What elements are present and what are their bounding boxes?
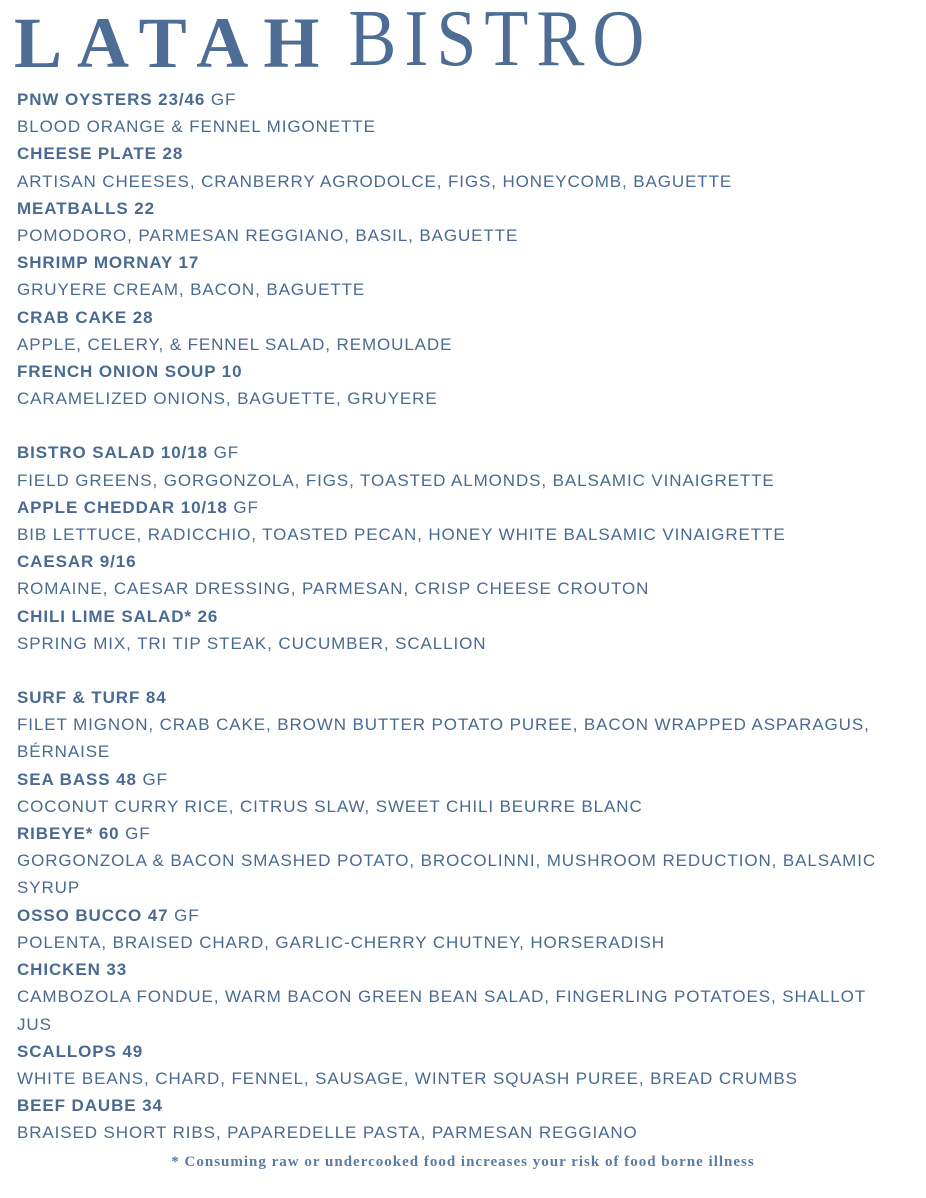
menu-item-description: ARTISAN CHEESES, CRANBERRY AGRODOLCE, FIGS, HONEYCOMB, BAGUETTE xyxy=(17,171,733,191)
menu-item-name: CHEESE PLATE 28 xyxy=(17,144,184,164)
menu-item-name: SCALLOPS 49 xyxy=(17,1041,144,1061)
menu-item xyxy=(17,304,917,358)
menu-item xyxy=(17,766,917,820)
menu-item-name: SHRIMP MORNAY 17 xyxy=(17,253,200,273)
menu-item xyxy=(17,902,917,956)
menu-item-description: POMODORO, PARMESAN REGGIANO, BASIL, BAGUETTE xyxy=(17,226,519,246)
menu-item-description: SPRING MIX, TRI TIP STEAK, CUCUMBER, SCALLION xyxy=(17,633,487,653)
menu-item-heading xyxy=(17,956,917,983)
menu-item-description: SYRUP xyxy=(17,878,81,898)
menu-item-heading xyxy=(17,358,917,385)
menu-item-heading xyxy=(17,684,917,711)
menu-item-heading xyxy=(17,1038,917,1065)
menu-item-heading xyxy=(17,140,917,167)
menu-item-name: APPLE CHEDDAR 10/18 xyxy=(17,497,228,517)
menu-item-name: CHILI LIME SALAD* 26 xyxy=(17,606,219,626)
menu-section xyxy=(17,439,917,657)
menu-item-heading xyxy=(17,902,917,929)
menu-item-name: FRENCH ONION SOUP 10 xyxy=(17,362,243,382)
menu-item-name: BISTRO SALAD 10/18 xyxy=(17,443,208,463)
gluten-free-tag: GF xyxy=(233,497,259,517)
menu-item xyxy=(17,439,917,493)
menu-item-name: CAESAR 9/16 xyxy=(17,552,137,572)
menu-item-name: PNW OYSTERS 23/46 xyxy=(17,90,206,109)
food-safety-footnote: * Consuming raw or undercooked food increases your risk of food borne illness xyxy=(171,1154,755,1170)
menu-item-description: BÉRNAISE xyxy=(17,742,111,762)
menu-item xyxy=(17,358,917,412)
menu-list xyxy=(17,86,917,1147)
menu-item-description: BLOOD ORANGE & FENNEL MIGONETTE xyxy=(17,117,376,137)
gluten-free-tag: GF xyxy=(210,90,237,109)
menu-item xyxy=(17,494,917,548)
menu-item-name: RIBEYE* 60 xyxy=(17,824,120,844)
menu-item-heading xyxy=(17,548,917,575)
menu-item-description: ROMAINE, CAESAR DRESSING, PARMESAN, CRISP CHEESE CROUTON xyxy=(17,579,650,599)
menu-item-description: BIB LETTUCE, RADICCHIO, TOASTED PECAN, HONEY WHITE BALSAMIC VINAIGRETTE xyxy=(17,525,786,545)
menu-item-description: CARAMELIZED ONIONS, BAGUETTE, GRUYERE xyxy=(17,389,438,409)
menu-item-heading xyxy=(17,86,917,113)
menu-item-name: SEA BASS 48 xyxy=(17,769,137,789)
gluten-free-tag: GF xyxy=(174,905,200,925)
menu-item-name: OSSO BUCCO 47 xyxy=(17,905,169,925)
restaurant-title xyxy=(14,2,652,84)
menu-item-description: BRAISED SHORT RIBS, PAPAREDELLE PASTA, PARMESAN REGGIANO xyxy=(17,1123,638,1143)
menu-item xyxy=(17,195,917,249)
menu-item-description: JUS xyxy=(17,1014,52,1034)
gluten-free-tag: GF xyxy=(213,443,240,463)
menu-item-description: COCONUT CURRY RICE, CITRUS SLAW, SWEET CHILI BEURRE BLANC xyxy=(17,796,643,816)
menu-item-heading xyxy=(17,603,917,630)
gluten-free-tag: GF xyxy=(125,824,151,844)
menu-section xyxy=(17,684,917,1146)
menu-item-heading xyxy=(17,820,917,847)
menu-item-description: WHITE BEANS, CHARD, FENNEL, SAUSAGE, WINTER SQUASH PUREE, BREAD CRUMBS xyxy=(17,1068,798,1088)
title-latah: LATAH xyxy=(14,3,335,83)
menu-item-heading xyxy=(17,195,917,222)
gluten-free-tag: GF xyxy=(142,769,168,789)
menu-section xyxy=(17,86,917,412)
menu-item-heading xyxy=(17,494,917,521)
menu-item-heading xyxy=(17,766,917,793)
menu-item xyxy=(17,956,917,1038)
menu-item xyxy=(17,86,917,140)
menu-item xyxy=(17,1092,917,1146)
menu-item-heading xyxy=(17,439,917,466)
menu-item-description: GRUYERE CREAM, BACON, BAGUETTE xyxy=(17,280,366,300)
menu-item-name: SURF & TURF 84 xyxy=(17,688,167,708)
menu-item xyxy=(17,603,917,657)
menu-item xyxy=(17,249,917,303)
menu-item-heading xyxy=(17,304,917,331)
menu-item-description: FIELD GREENS, GORGONZOLA, FIGS, TOASTED ALMONDS, BALSAMIC VINAIGRETTE xyxy=(17,470,775,490)
menu-item-name: MEATBALLS 22 xyxy=(17,198,155,218)
menu-item xyxy=(17,140,917,194)
menu-item xyxy=(17,820,917,902)
menu-item-name: CRAB CAKE 28 xyxy=(17,307,154,327)
title-bistro: BISTRO xyxy=(348,0,653,83)
menu-item-description: GORGONZOLA & BACON SMASHED POTATO, BROCOLINNI, MUSHROOM REDUCTION, BALSAMIC xyxy=(17,851,877,871)
menu-item xyxy=(17,684,917,766)
menu-item-heading xyxy=(17,1092,917,1119)
menu-item-description: CAMBOZOLA FONDUE, WARM BACON GREEN BEAN SALAD, FINGERLING POTATOES, SHALLOT xyxy=(17,987,867,1007)
menu-item-description: FILET MIGNON, CRAB CAKE, BROWN BUTTER POTATO PUREE, BACON WRAPPED ASPARAGUS, xyxy=(17,715,870,735)
menu-item-name: BEEF DAUBE 34 xyxy=(17,1096,163,1116)
menu-item-description: POLENTA, BRAISED CHARD, GARLIC-CHERRY CHUTNEY, HORSERADISH xyxy=(17,932,665,952)
menu-item xyxy=(17,1038,917,1092)
menu-item xyxy=(17,548,917,602)
menu-item-description: APPLE, CELERY, & FENNEL SALAD, REMOULADE xyxy=(17,334,453,354)
menu-item-heading xyxy=(17,249,917,276)
menu-item-name: CHICKEN 33 xyxy=(17,960,128,980)
